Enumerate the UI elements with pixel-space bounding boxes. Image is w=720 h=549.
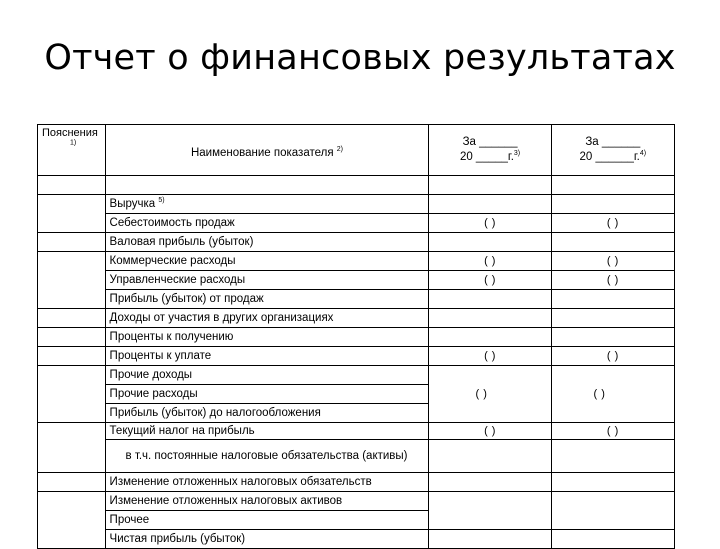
explanation-cell	[38, 347, 106, 366]
value-cell	[551, 309, 674, 328]
page-title: Отчет о финансовых результатах	[44, 38, 676, 78]
value-cell	[429, 530, 551, 549]
table-row-participation	[38, 309, 675, 328]
row-label-cost: Себестоимость продаж	[105, 214, 429, 233]
value-cell: ( )	[551, 347, 674, 366]
value-cell: ( )	[551, 271, 674, 290]
value-cell	[429, 366, 551, 423]
table-row-interest-receivable	[38, 328, 675, 347]
row-label-current-tax: Текущий налог на прибыль	[105, 423, 429, 440]
value-cell	[429, 195, 551, 214]
value-cell	[551, 473, 674, 492]
row-label-revenue: Выручка $^{5)}$	[105, 195, 429, 214]
table-row-current-tax	[38, 423, 675, 440]
row-label-net: Чистая прибыль (убыток)	[105, 530, 429, 549]
table-header-row	[38, 125, 675, 176]
row-label-deferred-assets: Изменение отложенных налоговых активов	[105, 492, 429, 511]
value-cell	[551, 233, 674, 252]
table-row-sales-profit	[38, 290, 675, 309]
value-cell	[429, 328, 551, 347]
table-row-net	[38, 530, 675, 549]
value-cell	[551, 492, 674, 530]
value-cell	[551, 530, 674, 549]
explanation-cell	[38, 309, 106, 328]
table-row-commercial	[38, 252, 675, 271]
row-label-participation: Доходы от участия в других организациях	[105, 309, 429, 328]
row-label-interest-payable: Проценты к уплате	[105, 347, 429, 366]
explanation-cell	[38, 328, 106, 347]
table-row-admin	[38, 271, 675, 290]
value-cell: ( )	[429, 214, 551, 233]
row-label-deferred-liab: Изменение отложенных налоговых обязательств	[105, 473, 429, 492]
row-label-other-income: Прочие доходы	[105, 366, 429, 385]
explanation-cell	[38, 492, 106, 549]
row-label-other-expenses: Прочие расходы ( ) ( )	[105, 385, 429, 404]
explanation-cell	[38, 195, 106, 233]
table-row-deferred-liab	[38, 473, 675, 492]
table-row-interest-payable	[38, 347, 675, 366]
value-cell: ( )	[429, 423, 551, 440]
row-label-gross: Валовая прибыль (убыток)	[105, 233, 429, 252]
value-cell	[551, 328, 674, 347]
table-row-other-income	[38, 366, 675, 385]
value-paren: ( )	[593, 388, 606, 400]
financial-results-table	[37, 124, 675, 549]
row-label-pretax: Прибыль (убыток) до налогообложения	[105, 404, 429, 423]
header-period-2: За ______ 20 ______г.$^{4)}$	[551, 125, 674, 176]
row-label-interest-receivable: Проценты к получению	[105, 328, 429, 347]
explanation-cell	[38, 473, 106, 492]
value-cell	[429, 309, 551, 328]
header-period-1: За ______ 20 _____г.$^{3)}$	[429, 125, 551, 176]
value-cell	[429, 290, 551, 309]
value-cell: ( )	[429, 347, 551, 366]
value-cell	[429, 440, 551, 473]
explanation-cell	[38, 423, 106, 473]
table-row-gross	[38, 233, 675, 252]
value-cell	[551, 195, 674, 214]
explanation-cell	[38, 366, 106, 423]
value-cell: ( )	[551, 214, 674, 233]
row-label-sales-profit: Прибыль (убыток) от продаж	[105, 290, 429, 309]
header-explanation: Пояснения $^{1)}$	[38, 125, 106, 176]
table-row-permanent	[38, 440, 675, 473]
value-cell: ( )	[551, 423, 674, 440]
value-cell: ( )	[551, 252, 674, 271]
row-label-admin: Управленческие расходы	[105, 271, 429, 290]
row-label-permanent: в т.ч. постоянные налоговые обязательства (активы)	[105, 440, 429, 473]
table-row-revenue	[38, 195, 675, 214]
value-cell: ( )	[429, 271, 551, 290]
value-cell	[429, 492, 551, 530]
row-label-commercial: Коммерческие расходы	[105, 252, 429, 271]
row-label-other: Прочее	[105, 511, 429, 530]
table-row-cost	[38, 214, 675, 233]
value-cell: ( )	[429, 252, 551, 271]
explanation-cell	[38, 233, 106, 252]
value-cell	[429, 233, 551, 252]
value-cell	[551, 290, 674, 309]
value-cell	[551, 440, 674, 473]
table-row-blank	[38, 176, 675, 195]
header-indicator: Наименование показателя $^{2)}$	[105, 125, 429, 176]
value-cell	[429, 473, 551, 492]
value-paren: ( )	[475, 388, 488, 400]
value-cell	[551, 366, 674, 423]
explanation-cell	[38, 252, 106, 309]
table-row-deferred-assets	[38, 492, 675, 511]
